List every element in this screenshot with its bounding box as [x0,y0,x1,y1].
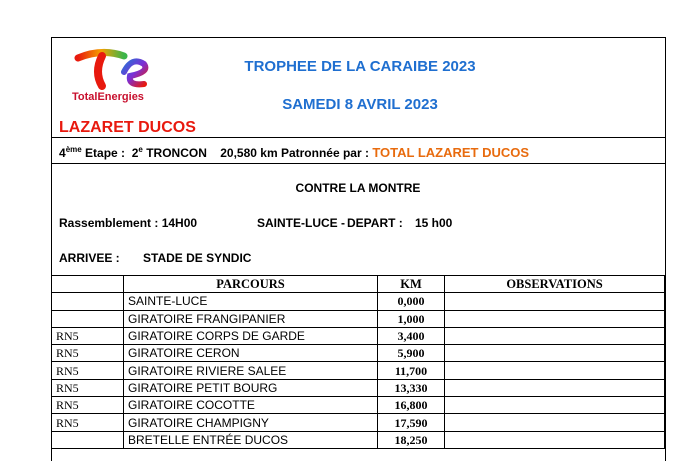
rassemblement-text: Rassemblement : 14H00 [59,216,198,230]
table-header-row [52,276,665,293]
distance-text: 20,580 km Patronnée par : [220,146,369,160]
col-road-header [52,276,124,293]
km-cell: 0,000 [378,293,445,310]
divider [51,137,665,138]
place-cell: GIRATOIRE CORPS DE GARDE [124,327,378,344]
table-row [52,327,665,344]
table-row [52,345,665,362]
col-km-header: KM [378,276,445,293]
table-row [52,397,665,414]
etape-label: Etape : [85,146,126,160]
brand-name: TotalEnergies [72,91,144,103]
observation-cell [445,431,665,448]
table-row [52,310,665,327]
etape-sup: ème [65,145,82,154]
organizer-name: LAZARET DUCOS [59,119,196,136]
depart-label: DEPART : [347,216,403,230]
arrivee-label: ARRIVEE : [59,251,120,265]
depart-time: 15 h00 [415,216,453,230]
km-cell: 1,000 [378,310,445,327]
troncon-number: 2 [131,146,139,160]
troncon-sup: e [138,145,143,154]
sponsor-name: TOTAL LAZARET DUCOS [372,145,530,160]
place-cell: GIRATOIRE CHAMPIGNY [124,414,378,431]
col-parcours-header: PARCOURS [124,276,378,293]
table-row [52,379,665,396]
road-cell: RN5 [52,414,124,431]
divider [51,163,665,164]
place-cell: GIRATOIRE CERON [124,345,378,362]
observation-cell [445,414,665,431]
road-cell: RN5 [52,397,124,414]
observation-cell [445,345,665,362]
stage-line [59,145,529,160]
road-cell [52,293,124,310]
place-cell: BRETELLE ENTRÉE DUCOS [124,431,378,448]
km-cell: 17,590 [378,414,445,431]
table-row [52,431,665,448]
road-cell: RN5 [52,362,124,379]
troncon-label: TRONCON [146,146,207,160]
place-cell: GIRATOIRE RIVIERE SALEE [124,362,378,379]
road-cell: RN5 [52,327,124,344]
etape-number: 4 [59,146,66,160]
km-cell: 16,800 [378,397,445,414]
km-cell: 3,400 [378,327,445,344]
place-cell: GIRATOIRE FRANGIPANIER [124,310,378,327]
km-cell: 11,700 [378,362,445,379]
road-cell [52,310,124,327]
km-cell: 18,250 [378,431,445,448]
stage-type: CONTRE LA MONTRE [295,181,421,195]
place-cell: GIRATOIRE PETIT BOURG [124,379,378,396]
km-cell: 13,330 [378,379,445,396]
table-row [52,362,665,379]
route-table [51,275,665,449]
event-date: SAMEDI 8 AVRIL 2023 [282,96,438,113]
arrivee-place: STADE DE SYNDIC [143,251,252,265]
observation-cell [445,362,665,379]
road-cell: RN5 [52,379,124,396]
observation-cell [445,327,665,344]
observation-cell [445,379,665,396]
km-cell: 5,900 [378,345,445,362]
col-observations-header: OBSERVATIONS [445,276,665,293]
observation-cell [445,397,665,414]
event-title: TROPHEE DE LA CARAIBE 2023 [244,58,476,75]
depart-place: SAINTE-LUCE - [257,216,345,230]
place-cell: GIRATOIRE COCOTTE [124,397,378,414]
observation-cell [445,310,665,327]
observation-cell [445,293,665,310]
road-cell [52,431,124,448]
road-cell: RN5 [52,345,124,362]
table-row [52,293,665,310]
table-row [52,414,665,431]
place-cell: SAINTE-LUCE [124,293,378,310]
